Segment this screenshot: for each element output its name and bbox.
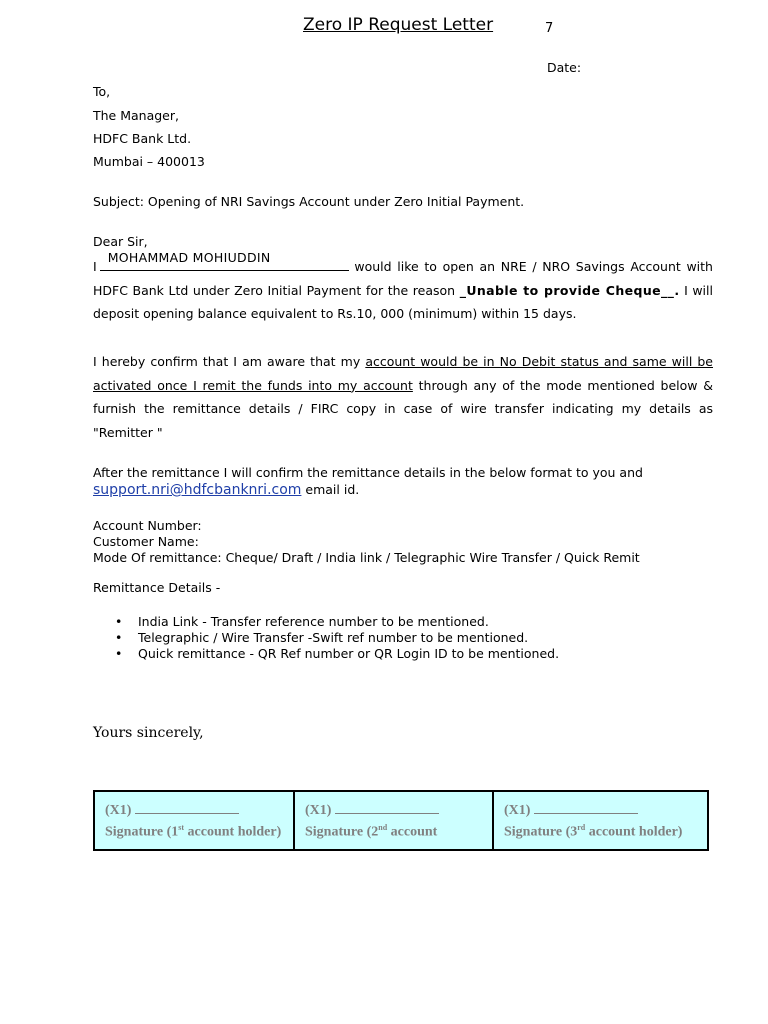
closing: Yours sincerely, [93,725,204,741]
signature-label-3 [504,819,697,841]
customer-name-label: Customer Name: [93,534,199,549]
list-item: • Telegraphic / Wire Transfer -Swift ref number to be mentioned. [115,630,559,646]
pronoun: I [93,259,97,274]
confirm-line-2 [93,374,713,398]
x1-label: (X1) [504,802,531,818]
subject-line: Subject: Opening of NRI Savings Account under Zero Initial Payment. [93,194,525,209]
document-title: Zero IP Request Letter [303,15,494,35]
list-item: • India Link - Transfer reference number to be mentioned. [115,614,559,630]
signature-blank [335,801,439,814]
account-number-label: Account Number: [93,518,202,533]
signature-label-2 [305,819,482,841]
sig-label-text: account holder) [585,824,683,840]
activation-text: activated once I remit the funds into my account [93,377,413,393]
paragraph-request [93,249,713,326]
remittance-details-heading: Remittance Details - [93,580,221,595]
x1-label: (X1) [105,802,132,818]
address-line-manager: The Manager, [93,108,179,123]
ordinal-suffix: rd [577,822,586,832]
no-debit-status-text: account would be in No Debit status and same will be [365,354,713,369]
email-line [93,482,359,498]
sig-label-text: account holder) [184,824,282,840]
page-number: 7 [545,21,554,36]
address-to: To, [93,84,111,99]
signature-cell-2[interactable] [294,791,493,850]
confirm-text-1: I hereby confirm that I am aware that my [93,354,361,369]
list-item: • Quick remittance - QR Ref number or QR Login ID to be mentioned. [115,646,559,662]
sig-label-text: Signature (2 [305,824,379,840]
request-line-3: deposit opening balance equivalent to Rs.10, 000 (minimum) within 15 days. [93,306,577,321]
applicant-name-field [100,249,349,271]
x1-line [305,801,482,819]
request-text-3: I will [684,282,713,298]
request-line-2 [93,279,713,303]
signature-cell-1[interactable] [94,791,294,850]
sig-label-text: Signature (1 [105,824,179,840]
request-text-2: HDFC Bank Ltd under Zero Initial Payment for the reason [93,282,456,298]
address-line-bank: HDFC Bank Ltd. [93,131,192,146]
confirm-text-2: through any of the mode mentioned below & [418,377,713,393]
signature-table [93,790,709,851]
confirm-line-4: "Remitter " [93,424,163,440]
sig-label-text: account [387,824,438,840]
x1-label: (X1) [305,802,332,818]
x1-line [504,801,697,819]
reason-value: _Unable to provide Cheque__. [459,282,680,298]
remittance-list [115,614,559,662]
request-text: would like to open an NRE / NRO Savings Account with [354,259,713,274]
date-label: Date: [547,60,582,75]
request-line-1 [93,249,713,279]
signature-cell-3[interactable] [493,791,708,850]
support-email-link[interactable]: support.nri@hdfcbanknri.com [93,482,302,498]
email-suffix: email id. [305,482,360,497]
applicant-name: MOHAMMAD MOHIUDDIN [107,249,271,265]
signature-blank [534,801,638,814]
sig-label-text: Signature (3 [504,824,578,840]
confirm-line-3: furnish the remittance details / FIRC copy in case of wire transfer indicating my details as [93,401,713,416]
paragraph-confirmation [93,350,713,444]
mode-of-remittance-label: Mode Of remittance: Cheque/ Draft / India link / Telegraphic Wire Transfer / Quick Remit [93,550,640,565]
confirm-line-1 [93,350,713,374]
ordinal-suffix: nd [378,822,388,832]
salutation: Dear Sir, [93,234,148,249]
signature-label-1 [105,819,283,841]
x1-line [105,801,283,819]
remittance-confirm-line: After the remittance I will confirm the remittance details in the below format to you and [93,465,643,480]
address-line-city: Mumbai – 400013 [93,154,205,169]
signature-blank [135,801,239,814]
ordinal-suffix: st [178,822,185,832]
